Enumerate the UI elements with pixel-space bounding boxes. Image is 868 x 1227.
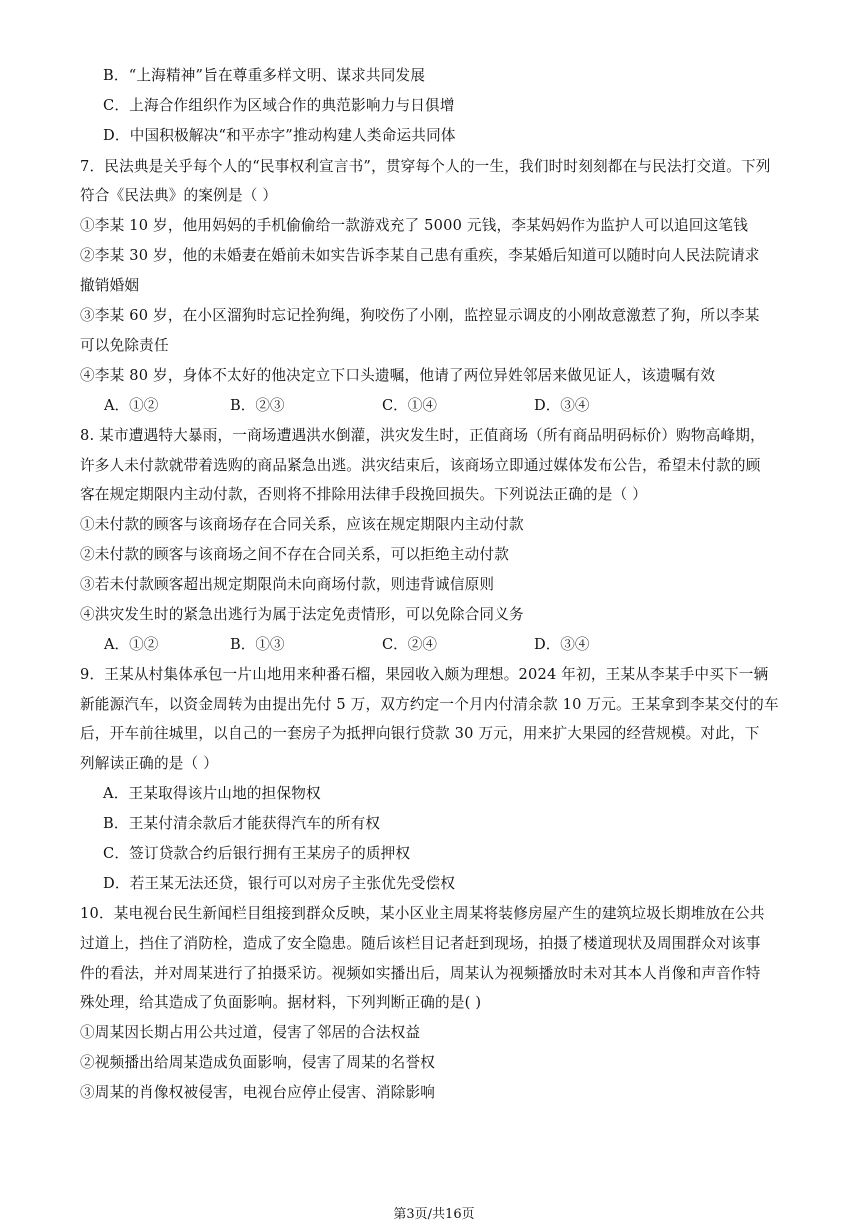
q9-option-c: C．签订贷款合约后银行拥有王某房子的质押权: [103, 845, 411, 862]
q6-option-d: D．中国积极解决“和平赤字”推动构建人类命运共同体: [103, 127, 456, 144]
q7-item-3: ③李某 60 岁，在小区溜狗时忘记拴狗绳，狗咬伤了小刚，监控显示调皮的小刚故意激惹了狗，所以李某: [80, 307, 760, 324]
q8-item-4: ④洪灾发生时的紧急出逃行为属于法定免责情形，可以免除合同义务: [80, 606, 524, 623]
q9-option-a: A．王某取得该片山地的担保物权: [103, 785, 321, 802]
q9-stem-line-4: 列解读正确的是（ ）: [80, 755, 218, 772]
page-number-footer: 第3页/共16页: [393, 1207, 475, 1222]
q6-option-b: B．“上海精神”旨在尊重多样文明、谋求共同发展: [103, 67, 426, 84]
q8-item-3: ③若未付款顾客超出规定期限尚未向商场付款，则违背诚信原则: [80, 576, 495, 593]
q10-stem-line-2: 过道上，挡住了消防栓，造成了安全隐患。随后该栏目记者赶到现场，拍摄了楼道现状及周围群众对该事: [80, 935, 761, 952]
q7-item-3-cont: 可以免除责任: [80, 337, 169, 354]
q8-item-2: ②未付款的顾客与该商场之间不存在合同关系，可以拒绝主动付款: [80, 546, 510, 563]
q10-item-2: ②视频播出给周某造成负面影响，侵害了周某的名誉权: [80, 1054, 436, 1071]
q7-item-1: ①李某 10 岁，他用妈妈的手机偷偷给一款游戏充了 5000 元钱，李某妈妈作为监护人可以追回这笔钱: [80, 217, 749, 234]
q8-stem-line-3: 客在规定期限内主动付款，否则将不排除用法律手段挽回损失。下列说法正确的是（ ）: [80, 486, 648, 503]
q10-item-1: ①周某因长期占用公共过道，侵害了邻居的合法权益: [80, 1024, 421, 1041]
q8-option-a: A．①②: [104, 636, 159, 653]
q10-stem-line-1: 10．某电视台民生新闻栏目组接到群众反映，某小区业主周某将装修房屋产生的建筑垃圾长期堆放在公共: [80, 905, 765, 922]
q7-stem-line-2: 符合《民法典》的案例是（ ）: [80, 187, 278, 204]
q10-stem-line-4: 殊处理，给其造成了负面影响。据材料，下列判断正确的是( ): [80, 994, 482, 1011]
q7-option-c: C．①④: [382, 397, 437, 414]
q7-item-4: ④李某 80 岁，身体不太好的他决定立下口头遗嘱，他请了两位异姓邻居来做见证人，该遗嘱有效: [80, 367, 716, 384]
q6-option-c: C．上海合作组织作为区域合作的典范影响力与日俱增: [103, 97, 455, 114]
q7-stem-line-1: 7．民法典是关乎每个人的“民事权利宣言书”，贯穿每个人的一生，我们时时刻刻都在与民法打交道。下列: [80, 158, 771, 175]
q7-option-b: B．②③: [230, 397, 285, 414]
q10-item-3: ③周某的肖像权被侵害，电视台应停止侵害、消除影响: [80, 1084, 436, 1101]
q7-option-d: D．③④: [534, 397, 590, 414]
q9-option-d: D．若王某无法还贷，银行可以对房子主张优先受偿权: [103, 875, 456, 892]
q8-item-1: ①未付款的顾客与该商场存在合同关系，应该在规定期限内主动付款: [80, 516, 524, 533]
q7-option-a: A．①②: [104, 397, 159, 414]
q8-option-c: C．②④: [382, 636, 437, 653]
q8-stem-line-2: 许多人未付款就带着选购的商品紧急出逃。洪灾结束后，该商场立即通过媒体发布公告，希望未付款的顾: [80, 457, 761, 474]
q9-stem-line-2: 新能源汽车，以资金周转为由提出先付 5 万，双方约定一个月内付清余款 10 万元。王某拿到李某交付的车: [80, 696, 779, 713]
q10-stem-line-3: 件的看法，并对周某进行了拍摄采访。视频如实播出后，周某认为视频播放时未对其本人肖像和声音作特: [80, 965, 761, 982]
q8-stem-line-1: 8. 某市遭遇特大暴雨，一商场遭遇洪水倒灌，洪灾发生时，正值商场（所有商品明码标价）购物高峰期，: [80, 427, 765, 444]
q9-stem-line-3: 后，开车前往城里，以自己的一套房子为抵押向银行贷款 30 万元，用来扩大果园的经营规模。对此，下: [80, 725, 760, 742]
q9-stem-line-1: 9．王某从村集体承包一片山地用来种番石榴，果园收入颇为理想。2024 年初，王某从李某手中买下一辆: [80, 666, 769, 683]
q8-option-b: B．①③: [230, 636, 285, 653]
q8-option-d: D．③④: [534, 636, 590, 653]
q7-item-2: ②李某 30 岁，他的未婚妻在婚前未如实告诉李某自己患有重疾，李某婚后知道可以随时向人民法院请求: [80, 247, 760, 264]
q7-item-2-cont: 撤销婚姻: [80, 277, 140, 294]
q9-option-b: B．王某付清余款后才能获得汽车的所有权: [103, 815, 381, 832]
